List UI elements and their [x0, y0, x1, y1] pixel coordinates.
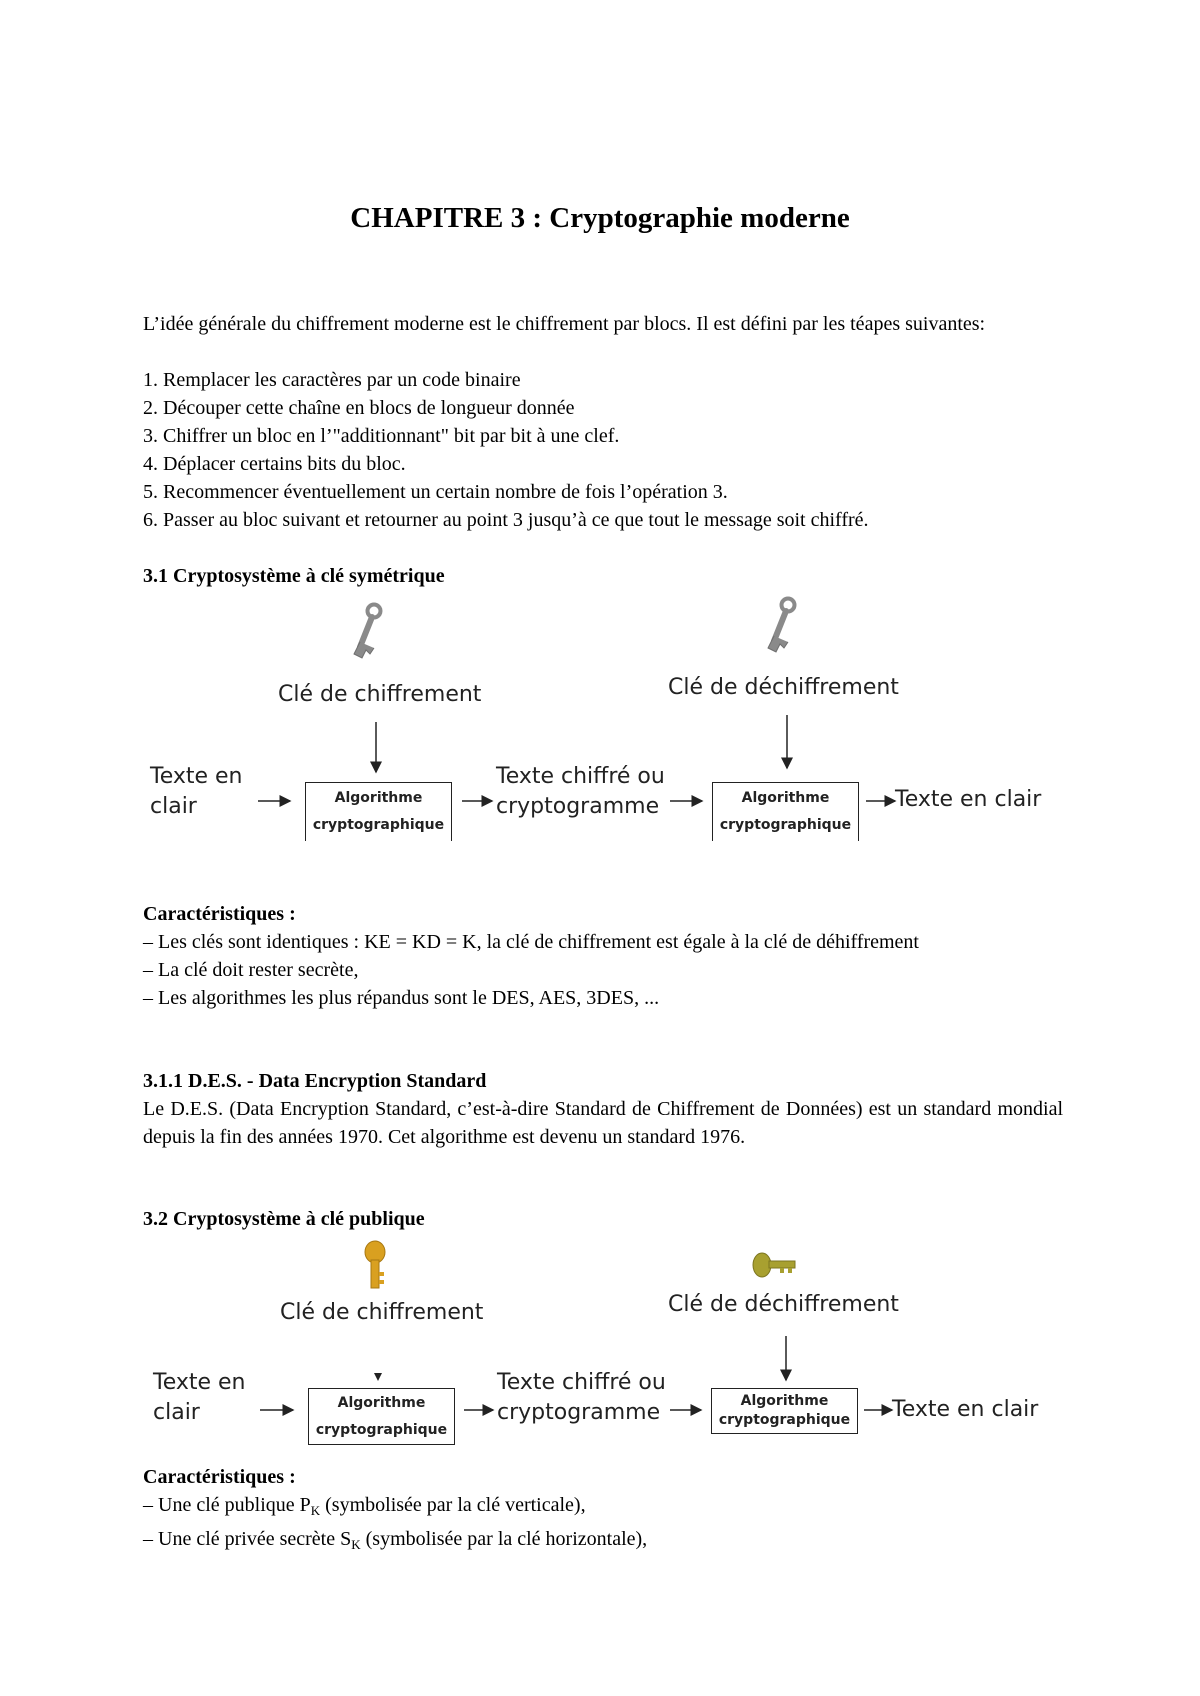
plaintext-output: Texte en clair [895, 787, 1042, 812]
list-item: 5. Recommencer éventuellement un certain nombre de fois l’opération 3. [143, 481, 728, 503]
plaintext-output: Texte en clair [892, 1397, 1039, 1422]
encryption-algorithm-box: Algorithme cryptographique [305, 782, 452, 841]
public-key-diagram [140, 1238, 1070, 1458]
decryption-key-label: Clé de déchiffrement [668, 675, 899, 700]
steps-list [143, 366, 1063, 534]
des-paragraph: Le D.E.S. (Data Encryption Standard, c’est-à-dire Standard de Chiffrement de Données) est un standard mondial depuis la fin des années 1970. Cet algorithme est devenu un standard 1976. [143, 1098, 1063, 1148]
decryption-algorithm-box: Algorithme cryptographique [712, 782, 859, 841]
list-item: – Les clés sont identiques : KE = KD = K, la clé de chiffrement est égale à la clé de déhiffrement [143, 931, 919, 953]
ciphertext-label: Texte chiffré ou cryptogramme [497, 1370, 666, 1425]
list-item: – Les algorithmes les plus répandus sont le DES, AES, 3DES, ... [143, 987, 660, 1009]
list-item: 3. Chiffrer un bloc en l’"additionnant" bit par bit à une clef. [143, 425, 620, 447]
decryption-key-label: Clé de déchiffrement [668, 1292, 899, 1317]
encryption-algorithm-box: Algorithme cryptographique [308, 1388, 455, 1445]
list-item: 6. Passer au bloc suivant et retourner au point 3 jusqu’à ce que tout le message soit chiffré. [143, 509, 869, 531]
section-heading-des: 3.1.1 D.E.S. - Data Encryption Standard [143, 1070, 487, 1092]
symmetric-diagram [140, 590, 1070, 850]
encryption-key-label: Clé de chiffrement [278, 682, 482, 707]
section-heading-public: 3.2 Cryptosystème à clé publique [143, 1208, 425, 1230]
symmetric-characteristics [143, 900, 1063, 1012]
public-diagram-arrows [140, 1238, 1070, 1458]
list-item: 1. Remplacer les caractères par un code binaire [143, 369, 521, 391]
ciphertext-label: Texte chiffré ou cryptogramme [496, 764, 665, 819]
section-heading-symmetric: 3.1 Cryptosystème à clé symétrique [143, 565, 445, 587]
list-item: – Une clé publique $P_K$ (symbolisée par la clé verticale), [143, 1494, 586, 1518]
plaintext-input: Texte en clair [150, 764, 243, 819]
encryption-key-label: Clé de chiffrement [280, 1300, 484, 1325]
page-title: CHAPITRE 3 : Cryptographie moderne [350, 202, 850, 234]
characteristics-heading: Caractéristiques : [143, 1466, 296, 1488]
plaintext-input: Texte en clair [153, 1370, 246, 1425]
symmetric-diagram-arrows [140, 590, 1070, 850]
decryption-algorithm-box: Algorithme cryptographique [711, 1388, 858, 1434]
public-characteristics [143, 1463, 1063, 1559]
list-item: – La clé doit rester secrète, [143, 959, 359, 981]
list-item: – Une clé privée secrète $S_K$ (symbolisée par la clé horizontale), [143, 1528, 648, 1552]
characteristics-heading: Caractéristiques : [143, 903, 296, 925]
list-item: 2. Découper cette chaîne en blocs de longueur donnée [143, 397, 575, 419]
intro-paragraph: L’idée générale du chiffrement moderne est le chiffrement par blocs. Il est défini par les téapes suivantes: [143, 313, 986, 335]
list-item: 4. Déplacer certains bits du bloc. [143, 453, 406, 475]
